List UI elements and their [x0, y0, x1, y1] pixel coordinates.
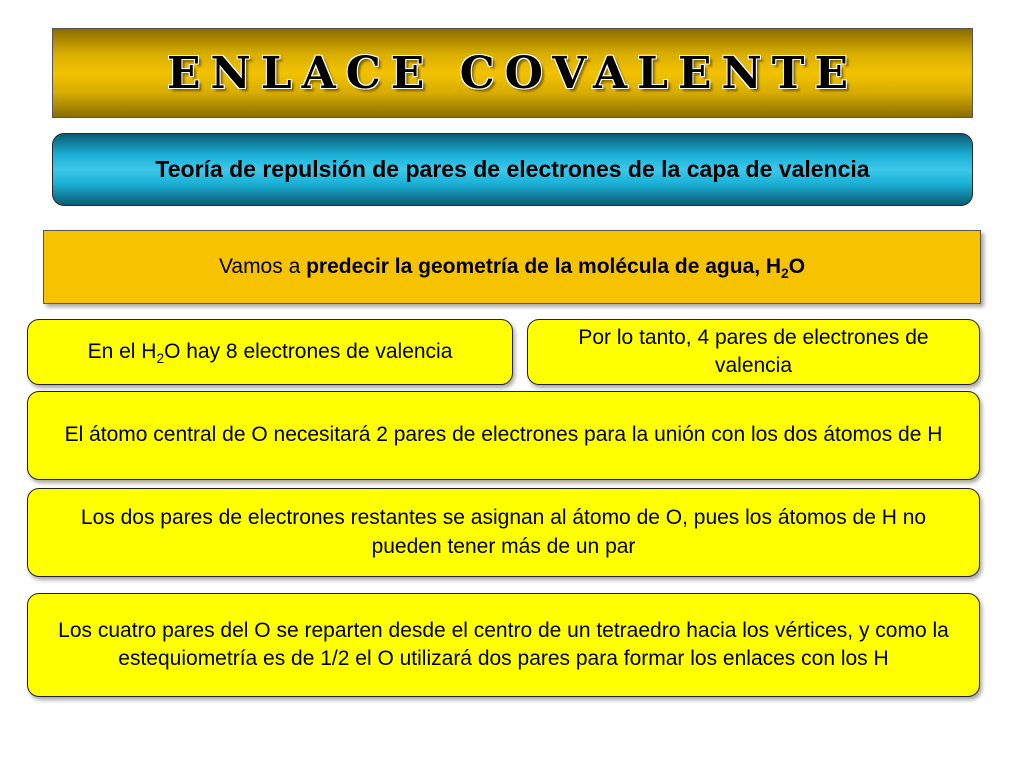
- intro-banner: [43, 230, 981, 304]
- box1-pre: En el H: [87, 339, 157, 363]
- subtitle-text: Teoría de repulsión de pares de electrones de la capa de valencia: [155, 156, 870, 182]
- intro-subscript: 2: [781, 265, 789, 281]
- remaining-pairs-box: [27, 488, 980, 577]
- box1-subscript: 2: [156, 350, 165, 366]
- intro-text: [219, 255, 805, 279]
- intro-bold: [306, 255, 806, 281]
- box3-text: El átomo central de O necesitará 2 pares de electrones para la unión con los dos átomos de H: [64, 423, 943, 447]
- box1-post: O hay 8 electrones de valencia: [164, 339, 453, 363]
- box4-text: Los dos pares de electrones restantes se asignan al átomo de O, pues los átomos de H no pueden tener más de un par: [80, 506, 927, 558]
- title-banner: [52, 28, 973, 118]
- subtitle-banner: [52, 133, 973, 206]
- intro-bold-main: predecir la geometría de la molécula de agua, H: [306, 255, 782, 278]
- intro-prefix: Vamos a: [218, 255, 307, 278]
- central-atom-box: [27, 391, 980, 480]
- box1-text: [88, 338, 453, 366]
- tetrahedron-box: [27, 593, 980, 697]
- slide-title: ENLACE COVALENTE: [166, 47, 859, 99]
- valence-electrons-box: [27, 319, 513, 385]
- box2-text: Por lo tanto, 4 pares de electrones de valencia: [578, 325, 929, 377]
- box5-text: Los cuatro pares del O se reparten desde el centro de un tetraedro hacia los vértices, y como la estequiometría es de 1/2 el O utilizará dos pares para formar los enlaces con los H: [58, 618, 949, 670]
- intro-bold-end: O: [788, 255, 806, 278]
- electron-pairs-box: [527, 319, 980, 385]
